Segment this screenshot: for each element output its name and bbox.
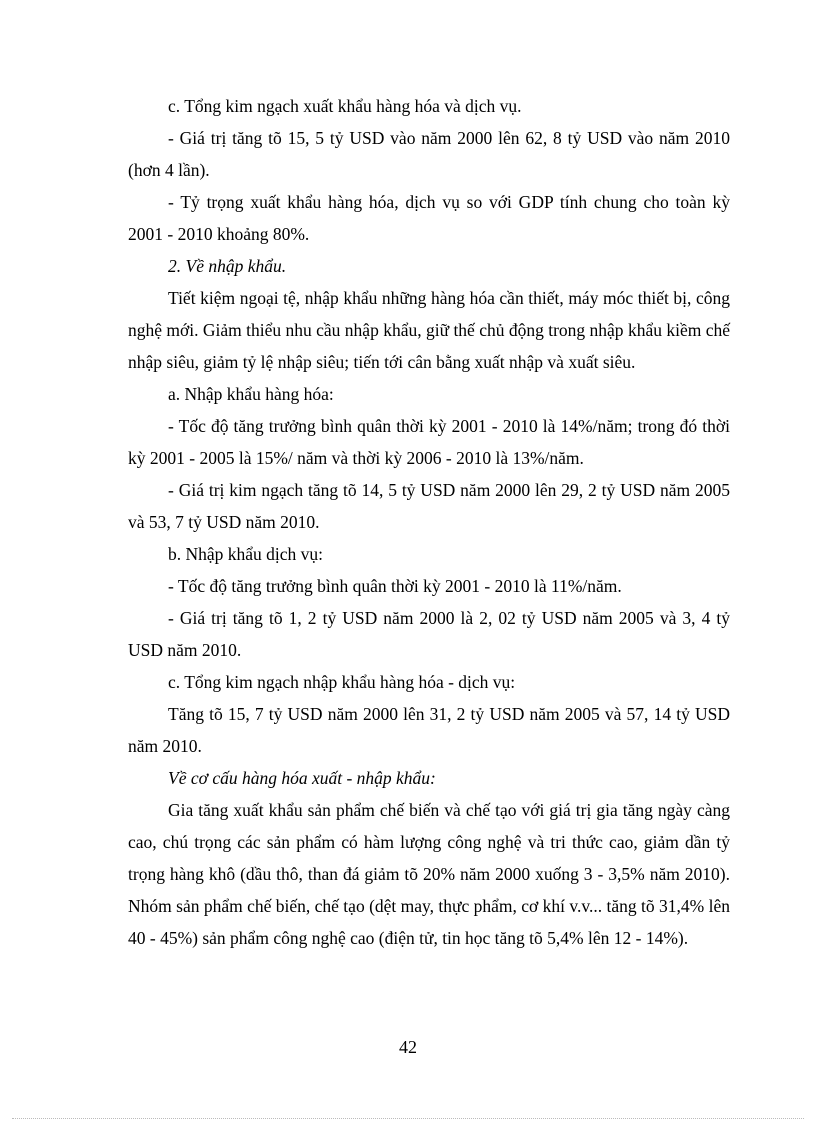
page-number: 42 (399, 1037, 417, 1057)
goods-import-growth-paragraph: - Tốc độ tăng trưởng bình quân thời kỳ 2001 - 2010 là 14%/năm; trong đó thời kỳ 2001 - 2005 là 15%/ năm và thời kỳ 2006 - 2010 là 13%/năm. (128, 416, 730, 468)
heading-c-import-total: c. Tổng kim ngạch nhập khẩu hàng hóa - dịch vụ: (168, 672, 516, 692)
heading-b-service-import: b. Nhập khẩu dịch vụ: (168, 544, 324, 564)
export-value-paragraph: - Giá trị tăng tõ 15, 5 tỷ USD vào năm 2000 lên 62, 8 tỷ USD vào năm 2010 (hơn 4 lần). (128, 128, 730, 180)
goods-import-value-paragraph: - Giá trị kim ngạch tăng tõ 14, 5 tỷ USD năm 2000 lên 29, 2 tỷ USD năm 2005 và 53, 7 tỷ USD năm 2010. (128, 480, 730, 532)
import-total-paragraph: Tăng tõ 15, 7 tỷ USD năm 2000 lên 31, 2 tỷ USD năm 2005 và 57, 14 tỷ USD năm 2010. (128, 704, 730, 756)
heading-import-section: 2. Về nhập khẩu. (168, 256, 287, 276)
page-body (128, 90, 730, 954)
heading-c-export-total: c. Tổng kim ngạch xuất khẩu hàng hóa và dịch vụ. (168, 96, 522, 116)
export-gdp-share-paragraph: - Tỷ trọng xuất khẩu hàng hóa, dịch vụ so với GDP tính chung cho toàn kỳ 2001 - 2010 khoảng 80%. (128, 192, 730, 244)
import-intro-paragraph: Tiết kiệm ngoại tệ, nhập khẩu những hàng hóa cần thiết, máy móc thiết bị, công nghệ mới. Giảm thiểu nhu cầu nhập khẩu, giữ thế chủ động trong nhập khẩu kiềm chế nhập siêu, giảm tỷ lệ nhập siêu; tiến tới cân bằng xuất nhập và xuất siêu. (128, 288, 730, 372)
service-import-value-paragraph: - Giá trị tăng tõ 1, 2 tỷ USD năm 2000 là 2, 02 tỷ USD năm 2005 và 3, 4 tỷ USD năm 2010. (128, 608, 730, 660)
trade-structure-paragraph: Gia tăng xuất khẩu sản phẩm chế biến và chế tạo với giá trị gia tăng ngày càng cao, chú trọng các sản phẩm có hàm lượng công nghệ và tri thức cao, giảm dần tỷ trọng hàng khô (dầu thô, than đá giảm tõ 20% năm 2000 xuống 3 - 3,5% năm 2010). Nhóm sản phẩm chế biến, chế tạo (dệt may, thực phẩm, cơ khí v.v... tăng tõ 31,4% lên 40 - 45%) sản phẩm công nghệ cao (điện tử, tin học tăng tõ 5,4% lên 12 - 14%). (128, 800, 730, 948)
heading-trade-structure: Về cơ cấu hàng hóa xuất - nhập khẩu: (168, 768, 436, 788)
service-import-growth-paragraph: - Tốc độ tăng trưởng bình quân thời kỳ 2001 - 2010 là 11%/năm. (168, 576, 622, 596)
page-bottom-divider (12, 1118, 804, 1119)
heading-a-goods-import: a. Nhập khẩu hàng hóa: (168, 384, 334, 404)
